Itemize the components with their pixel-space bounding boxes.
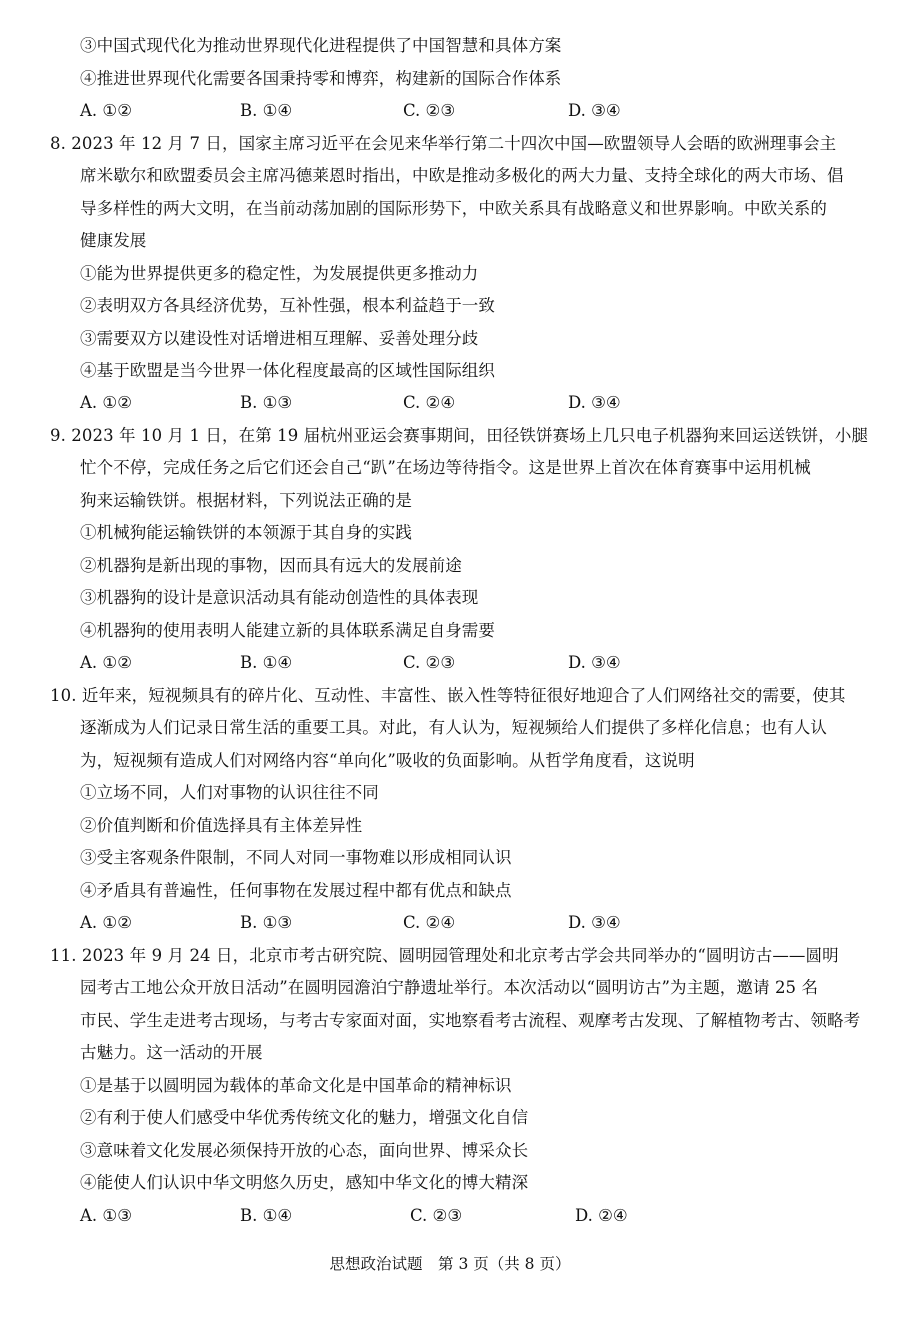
q10-option-a: A. ①② <box>80 913 132 932</box>
q8-statement-1: ①能为世界提供更多的稳定性，为发展提供更多推动力 <box>80 264 479 283</box>
q11-option-d: D. ②④ <box>575 1206 628 1225</box>
q10-option-b: B. ①③ <box>240 913 293 932</box>
q8-statement-2: ②表明双方各具经济优势，互补性强，根本利益趋于一致 <box>80 296 495 315</box>
page-footer: 思想政治试题 第 3 页（共 8 页） <box>329 1255 571 1273</box>
q7-options <box>80 101 780 121</box>
q11-stem-line-2: 园考古工地公众开放日活动”在圆明园澹泊宁静遗址举行。本次活动以“圆明访古”为主题，邀请 25 名 <box>80 978 819 997</box>
q7-option-d: D. ③④ <box>568 101 621 120</box>
q11-statement-2: ②有利于使人们感受中华优秀传统文化的魅力，增强文化自信 <box>80 1108 529 1127</box>
q11-option-b: B. ①④ <box>240 1206 293 1225</box>
q8-statement-3: ③需要双方以建设性对话增进相互理解、妥善处理分歧 <box>80 329 479 348</box>
q8-option-d: D. ③④ <box>568 393 621 412</box>
q11-option-a: A. ①③ <box>80 1206 132 1225</box>
q10-stem-line-2: 逐渐成为人们记录日常生活的重要工具。对此，有人认为，短视频给人们提供了多样化信息；也有人认 <box>80 718 827 737</box>
q8-stem-line-1: 8. 2023 年 12 月 7 日，国家主席习近平在会见来华举行第二十四次中国—欧盟领导人会晤的欧洲理事会主 <box>50 134 837 153</box>
q9-option-c: C. ②③ <box>403 653 456 672</box>
q8-option-a: A. ①② <box>80 393 132 412</box>
q9-option-d: D. ③④ <box>568 653 621 672</box>
q8-option-b: B. ①③ <box>240 393 293 412</box>
q10-statement-4: ④矛盾具有普遍性，任何事物在发展过程中都有优点和缺点 <box>80 881 512 900</box>
q10-statement-3: ③受主客观条件限制，不同人对同一事物难以形成相同认识 <box>80 848 512 867</box>
q8-stem-line-4: 健康发展 <box>80 231 147 250</box>
q11-stem-line-1: 11. 2023 年 9 月 24 日，北京市考古研究院、圆明园管理处和北京考古学会共同举办的“圆明访古——圆明 <box>50 946 839 965</box>
q10-stem-line-3: 为，短视频有造成人们对网络内容“单向化”吸收的负面影响。从哲学角度看，这说明 <box>80 751 695 770</box>
q11-options <box>80 1206 780 1226</box>
q10-option-d: D. ③④ <box>568 913 621 932</box>
q7-option-a: A. ①② <box>80 101 132 120</box>
q11-statement-4: ④能使人们认识中华文明悠久历史，感知中华文化的博大精深 <box>80 1173 529 1192</box>
q11-stem-line-3: 市民、学生走进考古现场，与考古专家面对面，实地察看考古流程、观摩考古发现、了解植物考古、领略考 <box>80 1011 861 1030</box>
q9-statement-3: ③机器狗的设计是意识活动具有能动创造性的具体表现 <box>80 588 479 607</box>
q7-option-b: B. ①④ <box>240 101 293 120</box>
q10-stem-line-1: 10. 近年来，短视频具有的碎片化、互动性、丰富性、嵌入性等特征很好地迎合了人们网络社交的需要，使其 <box>50 686 846 705</box>
q9-stem-line-3: 狗来运输铁饼。根据材料，下列说法正确的是 <box>80 491 412 510</box>
q8-options <box>80 393 780 413</box>
q8-stem-line-2: 席米歇尔和欧盟委员会主席冯德莱恩时指出，中欧是推动多极化的两大力量、支持全球化的两大市场、倡 <box>80 166 844 185</box>
q9-stem-line-1: 9. 2023 年 10 月 1 日，在第 19 届杭州亚运会赛事期间，田径铁饼赛场上几只电子机器狗来回运送铁饼，小腿 <box>50 426 869 445</box>
q8-option-c: C. ②④ <box>403 393 456 412</box>
q11-statement-3: ③意味着文化发展必须保持开放的心态，面向世界、博采众长 <box>80 1141 529 1160</box>
q9-stem-line-2: 忙个不停，完成任务之后它们还会自己“趴”在场边等待指令。这是世界上首次在体育赛事中运用机械 <box>80 458 811 477</box>
q8-statement-4: ④基于欧盟是当今世界一体化程度最高的区域性国际组织 <box>80 361 495 380</box>
q11-statement-1: ①是基于以圆明园为载体的革命文化是中国革命的精神标识 <box>80 1076 512 1095</box>
q9-statement-4: ④机器狗的使用表明人能建立新的具体联系满足自身需要 <box>80 621 495 640</box>
q9-statement-1: ①机械狗能运输铁饼的本领源于其自身的实践 <box>80 523 412 542</box>
q9-option-a: A. ①② <box>80 653 132 672</box>
q9-statement-2: ②机器狗是新出现的事物，因而具有远大的发展前途 <box>80 556 462 575</box>
q8-stem-line-3: 导多样性的两大文明，在当前动荡加剧的国际形势下，中欧关系具有战略意义和世界影响。中欧关系的 <box>80 199 827 218</box>
q10-options <box>80 913 780 933</box>
q10-option-c: C. ②④ <box>403 913 456 932</box>
q10-statement-2: ②价值判断和价值选择具有主体差异性 <box>80 816 363 835</box>
q11-stem-line-4: 古魅力。这一活动的开展 <box>80 1043 263 1062</box>
q7-statement-4: ④推进世界现代化需要各国秉持零和博弈，构建新的国际合作体系 <box>80 69 562 88</box>
q9-option-b: B. ①④ <box>240 653 293 672</box>
q9-options <box>80 653 780 673</box>
q7-option-c: C. ②③ <box>403 101 456 120</box>
q10-statement-1: ①立场不同，人们对事物的认识往往不同 <box>80 783 379 802</box>
q11-option-c: C. ②③ <box>410 1206 463 1225</box>
q7-statement-3: ③中国式现代化为推动世界现代化进程提供了中国智慧和具体方案 <box>80 36 562 55</box>
